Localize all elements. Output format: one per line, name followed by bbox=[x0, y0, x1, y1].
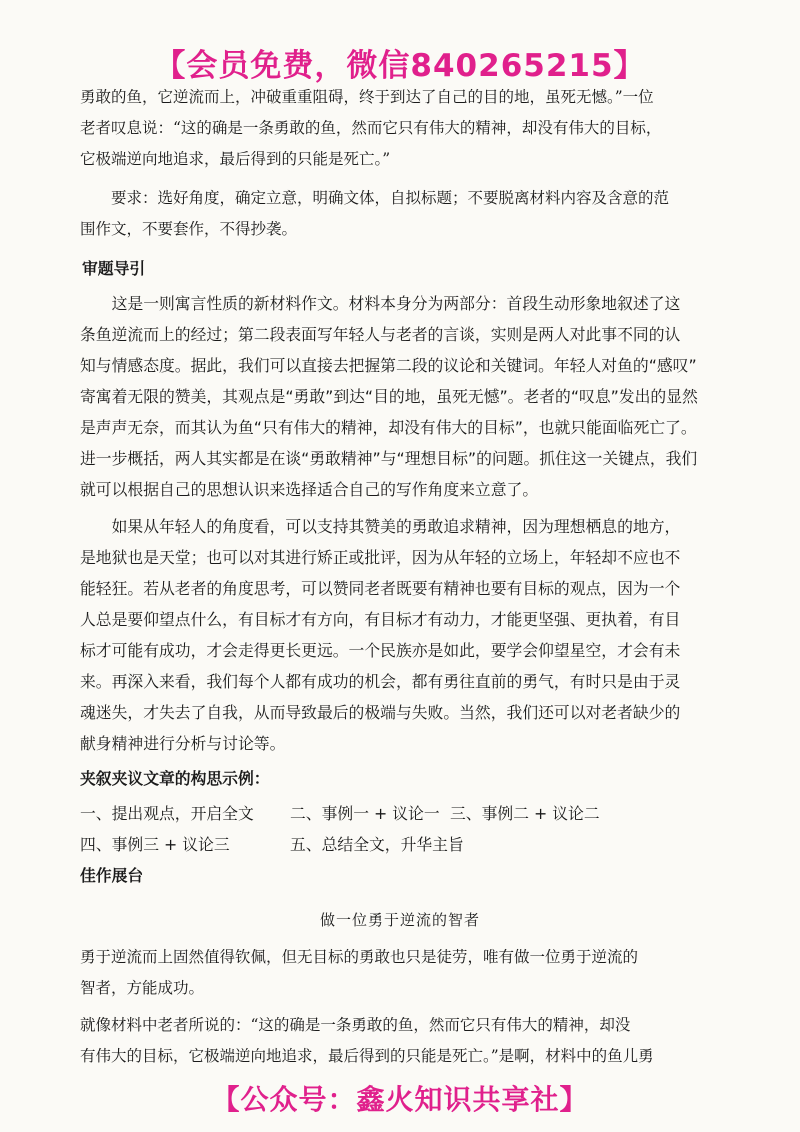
outline-item-4: 四、事例三 + 议论三 bbox=[80, 835, 230, 854]
guide-p2-line-8: 献身精神进行分析与讨论等。 bbox=[80, 734, 286, 753]
material-line-1: 勇敢的鱼，它逆流而上，冲破重重阻碍，终于到达了自己的目的地，虽死无憾。”一位 bbox=[80, 88, 654, 106]
guide-p2-line-1: 如果从年轻人的角度看，可以支持其赞美的勇敢追求精神，因为理想栖息的地方， bbox=[111, 517, 681, 536]
bottom-watermark-banner: 【公众号：鑫火知识共享社】 bbox=[211, 1083, 589, 1116]
outline-heading: 夹叙夹议文章的构思示例： bbox=[80, 769, 270, 788]
guide-p2-line-7: 魂迷失，才失去了自我，从而导致最后的极端与失败。当然，我们还可以对老者缺少的 bbox=[80, 703, 681, 722]
material-line-3: 它极端逆向地追求，最后得到的只能是死亡。” bbox=[80, 150, 391, 168]
outline-item-5: 五、总结全文，升华主旨 bbox=[290, 835, 464, 854]
guide-p1-line-3: 知与情感态度。据此，我们可以直接去把握第二段的议论和关键词。年轻人对鱼的“感叹” bbox=[80, 356, 697, 375]
guide-p2-line-6: 来。再深入来看，我们每个人都有成功的机会，都有勇往直前的勇气，有时只是由于灵 bbox=[80, 672, 681, 691]
guide-p1-line-6: 进一步概括，两人其实都是在谈“勇敢精神”与“理想目标”的问题。抓住这一关键点，我们 bbox=[80, 449, 698, 468]
guide-heading: 审题导引 bbox=[82, 259, 146, 278]
guide-p2-line-4: 人总是要仰望点什么，有目标才有方向，有目标才有动力，才能更坚强、更执着，有目 bbox=[80, 610, 681, 629]
guide-p1-line-7: 就可以根据自己的思想认识来选择适合自己的写作角度来立意了。 bbox=[80, 480, 539, 499]
guide-p2-line-3: 能轻狂。若从老者的角度思考，可以赞同老者既要有精神也要有目标的观点，因为一个 bbox=[80, 579, 681, 598]
guide-p2-line-5: 标才可能有成功，才会走得更长更远。一个民族亦是如此，要学会仰望星空，才会有未 bbox=[80, 641, 681, 660]
document-body bbox=[80, 82, 720, 1072]
outline-row-1 bbox=[80, 798, 720, 829]
material-line-2: 老者叹息说：“这的确是一条勇敢的鱼，然而它只有伟大的精神，却没有伟大的目标， bbox=[80, 119, 662, 137]
guide-p1-line-2: 条鱼逆流而上的经过；第二段表面写年轻人与老者的言谈，实则是两人对此事不同的认 bbox=[80, 325, 681, 344]
essay-p1-line-2: 智者，方能成功。 bbox=[80, 979, 205, 997]
requirement-line-1: 要求：选好角度，确定立意，明确文体，自拟标题；不要脱离材料内容及含意的范 bbox=[111, 189, 670, 207]
outline-item-1: 一、提出观点，开启全文 bbox=[80, 804, 254, 823]
essay-p1-line-1: 勇于逆流而上固然值得钦佩，但无目标的勇敢也只是徒劳，唯有做一位勇于逆流的 bbox=[80, 948, 639, 966]
outline-item-3: 三、事例二 + 议论二 bbox=[450, 804, 600, 823]
essay-p2-line-1: 就像材料中老者所说的：“这的确是一条勇敢的鱼，然而它只有伟大的精神，却没 bbox=[80, 1016, 631, 1034]
guide-p1-line-4: 寄寓着无限的赞美，其观点是“勇敢”到达“目的地，虽死无憾”。老者的“叹息”发出的显然 bbox=[80, 387, 698, 406]
requirement-line-2: 围作文，不要套作，不得抄袭。 bbox=[80, 220, 298, 238]
essay-title: 做一位勇于逆流的智者 bbox=[319, 911, 480, 929]
guide-p2-line-2: 是地狱也是天堂；也可以对其进行矫正或批评，因为从年轻的立场上，年轻却不应也不 bbox=[80, 548, 681, 567]
essay-p2-line-2: 有伟大的目标，它极端逆向地追求，最后得到的只能是死亡。”是啊，材料中的鱼儿勇 bbox=[80, 1047, 654, 1065]
top-watermark-banner: 【会员免费，微信840265215】 bbox=[154, 48, 646, 84]
guide-p1-line-5: 是声声无奈，而其认为鱼“只有伟大的精神，却没有伟大的目标”，也就只能面临死亡了。 bbox=[80, 418, 697, 437]
outline-row-2 bbox=[80, 829, 720, 860]
outline-item-2: 二、事例一 + 议论一 bbox=[290, 804, 440, 823]
guide-p1-line-1: 这是一则寓言性质的新材料作文。材料本身分为两部分：首段生动形象地叙述了这 bbox=[111, 294, 681, 313]
showcase-heading: 佳作展台 bbox=[80, 866, 144, 885]
